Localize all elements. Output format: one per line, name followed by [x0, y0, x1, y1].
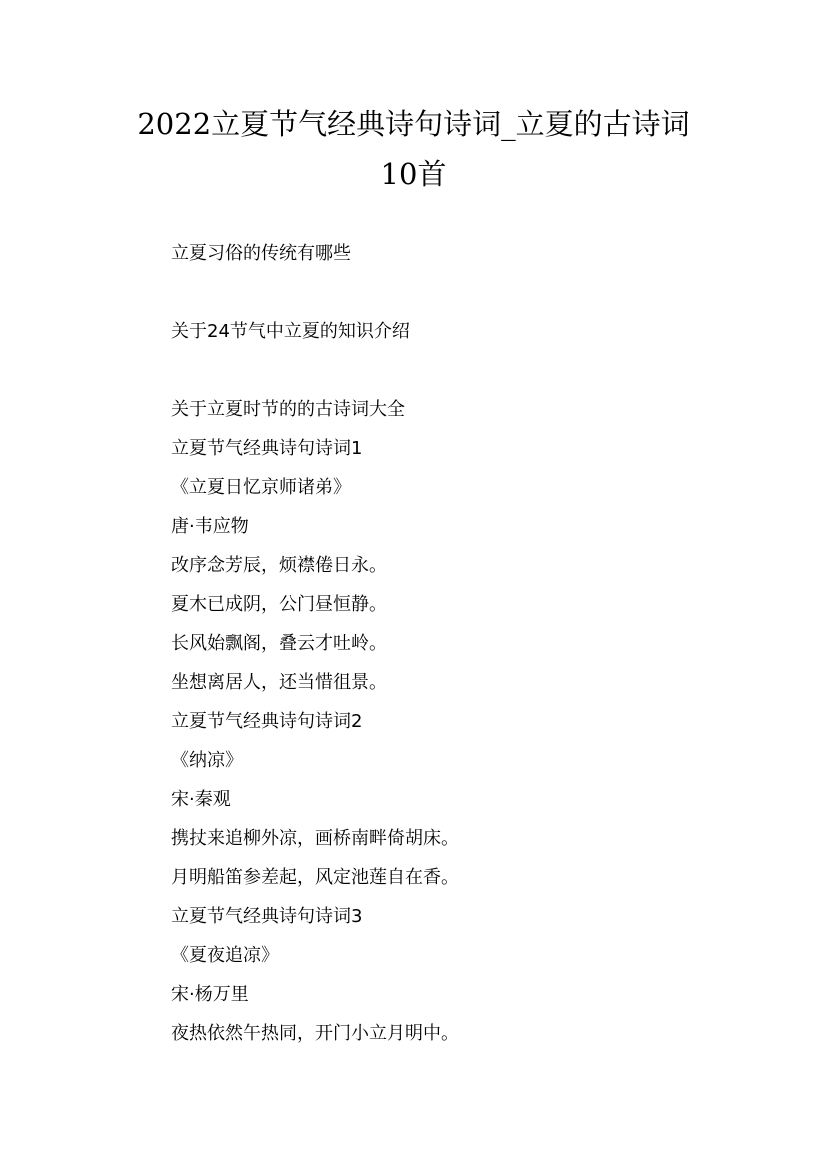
- line-poems-collection: 关于立夏时节的的古诗词大全: [171, 399, 405, 420]
- line-poem-title-3: 《夏夜追凉》: [171, 945, 279, 966]
- line-poem-3-verse-1: 夜热依然午热同，开门小立月明中。: [171, 1023, 459, 1044]
- line-poem-1-verse-3: 长风始飘阁，叠云才吐岭。: [171, 633, 387, 654]
- title-line-1: 2022立夏节气经典诗句诗词_立夏的古诗词: [137, 107, 690, 141]
- line-poem-1-verse-2: 夏木已成阴，公门昼恒静。: [171, 594, 387, 615]
- line-poem-1-verse-4: 坐想离居人，还当惜徂景。: [171, 672, 387, 693]
- line-solar-term-intro: 关于24节气中立夏的知识介绍: [171, 321, 410, 342]
- line-section-heading-3: 立夏节气经典诗句诗词3: [171, 906, 363, 927]
- line-poem-1-verse-1: 改序念芳辰，烦襟倦日永。: [171, 555, 387, 576]
- line-poem-title-1: 《立夏日忆京师诸弟》: [171, 477, 351, 498]
- line-poem-author-1: 唐·韦应物: [171, 516, 249, 537]
- line-section-heading-2: 立夏节气经典诗句诗词2: [171, 711, 363, 732]
- title-line-2: 10首: [380, 157, 447, 191]
- line-section-heading-1: 立夏节气经典诗句诗词1: [171, 438, 363, 459]
- line-poem-author-3: 宋·杨万里: [171, 984, 249, 1005]
- document-title: [60, 99, 767, 199]
- line-poem-2-verse-2: 月明船笛参差起，风定池莲自在香。: [171, 867, 459, 888]
- line-poem-2-verse-1: 携扙来追柳外凉，画桥南畔倚胡床。: [171, 828, 459, 849]
- line-poem-author-2: 宋·秦观: [171, 789, 231, 810]
- line-poem-title-2: 《纳凉》: [171, 750, 243, 771]
- line-customs: 立夏习俗的传统有哪些: [171, 243, 351, 264]
